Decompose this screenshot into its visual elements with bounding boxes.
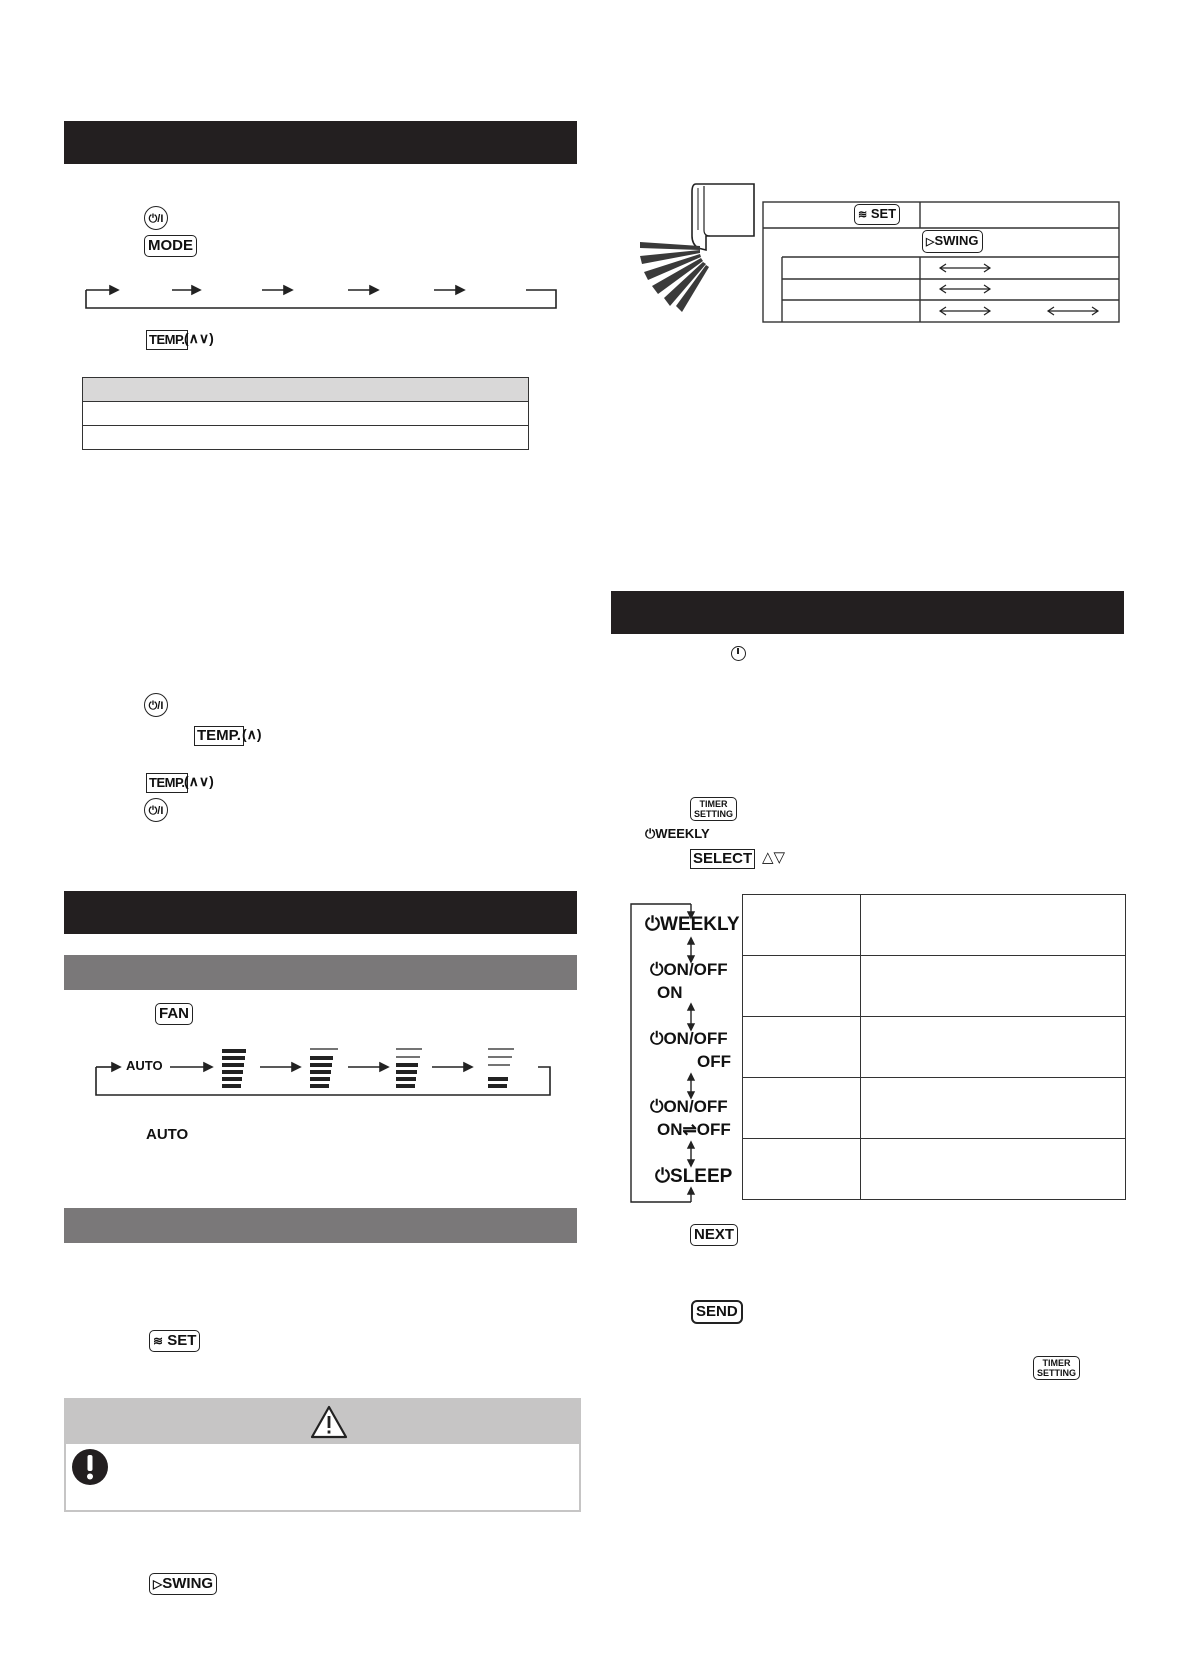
swing-icon: ▷ — [153, 1577, 163, 1591]
fan-level-3-icon — [310, 1049, 338, 1088]
timer-clock-icon-3: ⏻ — [645, 914, 661, 935]
select-arrows-icon: △▽ — [762, 849, 786, 866]
timer-clock-icon-2: ⏻ — [645, 826, 656, 841]
select-button: SELECT — [690, 849, 755, 869]
section-header-operation — [64, 121, 577, 164]
swing-table — [762, 201, 1120, 322]
timer-mode-on-off-onoff: ⏻ON/OFF — [650, 1097, 728, 1116]
temp-button: TEMP. — [146, 330, 188, 350]
temp-updown-icon-2: (∧∨) — [184, 773, 214, 789]
timer-mode-cycle-diagram — [629, 900, 749, 1206]
power-button-icon-3: ⏻/I — [144, 798, 168, 822]
temp-up-icon: (∧) — [242, 726, 262, 742]
auto-note-label: AUTO — [146, 1126, 189, 1143]
timer-mode-on-label: ON — [657, 983, 683, 1002]
next-button: NEXT — [690, 1224, 738, 1246]
timer-mode-off-label: OFF — [697, 1052, 731, 1071]
timer-mode-on-off-off: ⏻ON/OFF — [650, 1029, 728, 1048]
timer-setting-button-2: TIMER SETTING — [1033, 1356, 1080, 1380]
section-header-timer — [611, 591, 1124, 634]
set-button: ≋ SET — [149, 1330, 200, 1352]
fan-button: FAN — [155, 1003, 193, 1025]
weekly-indicator: ⏻WEEKLY — [645, 826, 710, 841]
timer-mode-on-off-on: ⏻ON/OFF — [650, 960, 728, 979]
timer-mode-sleep: ⏻SLEEP — [655, 1166, 733, 1187]
swing-table-set-button: ≋ SET — [854, 204, 900, 225]
timer-clock-icon — [731, 646, 746, 661]
section-header-fan — [64, 891, 577, 934]
mandatory-icon — [71, 1448, 109, 1486]
temp-updown-icon: (∧∨) — [184, 330, 214, 346]
power-button-icon: ⏻/I — [144, 206, 168, 230]
timer-clock-icon-6: ⏻ — [650, 1097, 664, 1116]
timer-mode-table — [742, 894, 1126, 1200]
send-button: SEND — [691, 1300, 743, 1324]
timer-clock-icon-5: ⏻ — [650, 1029, 664, 1048]
swing-table-swing-button: ▷SWING — [922, 230, 983, 253]
timer-clock-icon-7: ⏻ — [655, 1166, 671, 1187]
mode-cycle-diagram — [80, 280, 560, 314]
timer-setting-button: TIMER SETTING — [690, 797, 737, 821]
power-button-icon-2: ⏻/I — [144, 693, 168, 717]
airflow-icon-2: ≋ — [858, 209, 868, 221]
indoor-unit-airflow-illustration — [636, 180, 766, 312]
temp-button-3: TEMP. — [146, 773, 188, 793]
warning-triangle-icon — [309, 1404, 349, 1440]
temp-button-2: TEMP. — [194, 726, 244, 746]
fan-level-2-icon — [396, 1049, 422, 1088]
warning-box — [64, 1398, 581, 1512]
swing-button: ▷SWING — [149, 1573, 217, 1595]
timer-mode-weekly: ⏻WEEKLY — [645, 914, 740, 935]
mode-button: MODE — [144, 235, 197, 257]
airflow-icon: ≋ — [153, 1334, 164, 1348]
timer-mode-onoff-label: ON⇌OFF — [657, 1120, 731, 1139]
fan-auto-label: AUTO — [126, 1058, 163, 1073]
swing-icon-2: ▷ — [926, 236, 935, 248]
fan-level-1-icon — [488, 1049, 514, 1088]
subsection-header-fan-speed — [64, 955, 577, 990]
timer-clock-icon-4: ⏻ — [650, 960, 664, 979]
temperature-table — [82, 377, 529, 450]
fan-level-4-icon — [222, 1049, 246, 1088]
subsection-header-airflow — [64, 1208, 577, 1243]
